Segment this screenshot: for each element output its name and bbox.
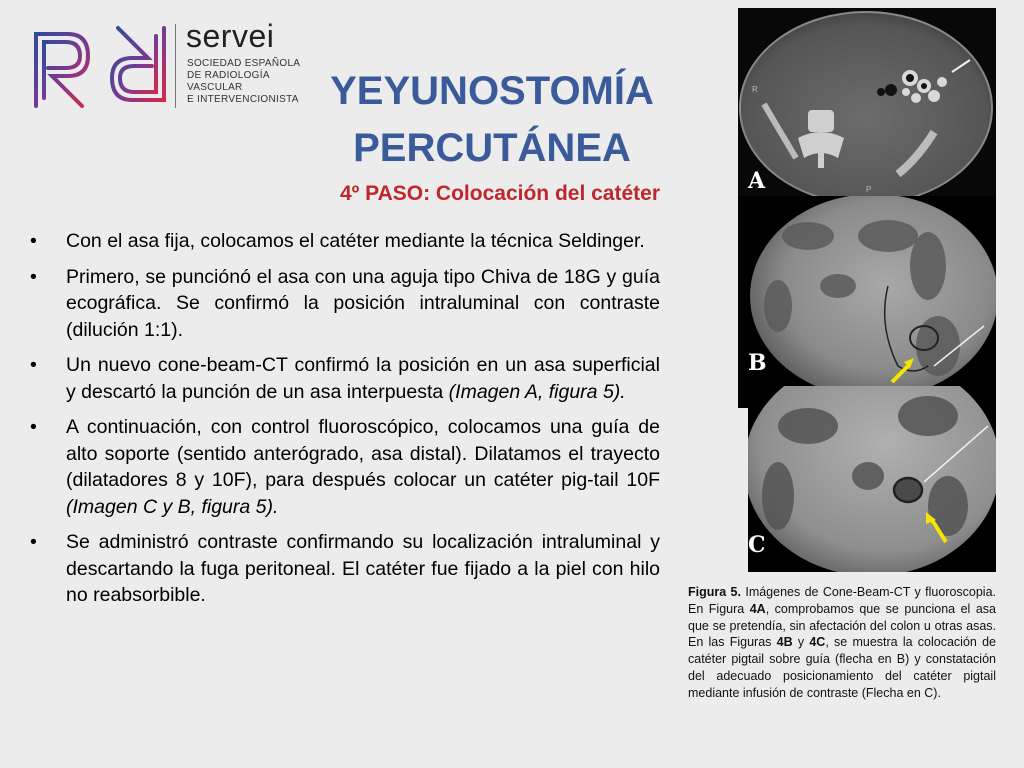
figure-image-c-fluoroscopy-contrast — [748, 386, 996, 572]
caption-text: , comprobamos que se punciona el asa que se pretendía, sin afectación del colon u otras asas. En las Figuras — [688, 601, 996, 650]
bullet-item — [30, 264, 660, 344]
caption-text: Imágenes de Cone-Beam-CT y fluoroscopia. En Figura — [688, 585, 996, 616]
bullet-text: Primero, se punciónó el asa con una aguja tipo Chiva de 18G y guía ecográfica. Se confirmó la posición intraluminal con contraste (dilución 1:1). — [66, 265, 660, 341]
bullet-item — [30, 352, 660, 405]
bullet-item — [30, 228, 660, 255]
bullet-item — [30, 414, 660, 520]
servei-logo — [30, 18, 301, 114]
caption-text: y — [792, 635, 810, 650]
bullet-item — [30, 529, 660, 609]
bullet-dot: • — [30, 354, 37, 376]
figure-image-a-cone-beam-ct — [738, 8, 996, 196]
page-title-line-2: PERCUTÁNEA — [353, 126, 631, 170]
bullet-text: Se administró contraste confirmando su localización intraluminal y descartando la fuga peritoneal. El catéter fue fijado a la piel con hilo no reabsorbible. — [66, 531, 660, 606]
logo-subtitle-line: E INTERVENCIONISTA — [187, 94, 299, 105]
step-subtitle: 4º PASO: Colocación del catéter — [339, 182, 661, 205]
bullet-text: Un nuevo cone-beam-CT confirmó la posición en un asa superficial y descartó la punción de un asa interpuesta — [66, 354, 660, 403]
bullet-text: A continuación, con control fluoroscópico, colocamos una guía de alto soporte (sentido anterógrado, asa distal). Dilatamos el trayecto (dilatadores 8 y 10F), para después colocar un catéter pig-tail 10F — [66, 416, 660, 491]
servei-logo-mark-icon — [30, 24, 170, 110]
bullet-dot: • — [30, 416, 37, 438]
figure-caption — [688, 584, 996, 702]
figure-image-b-fluoroscopy — [738, 196, 996, 408]
bullet-text: Con el asa fija, colocamos el catéter mediante la técnica Seldinger. — [66, 230, 645, 252]
ct-marker-r: R — [752, 85, 758, 94]
bullet-figure-reference: (Imagen A, figura 5). — [448, 380, 626, 403]
bullet-dot: • — [30, 531, 37, 553]
logo-brand-name: servei — [186, 18, 275, 54]
panel-label-c: C — [748, 532, 766, 558]
logo-divider — [175, 24, 176, 108]
caption-text: , se muestra la colocación de catéter pigtail sobre guía (flecha en B) y constatación del adecuado posicionamiento del catéter pigtail mediante infusión de contraste (Flecha en C). — [688, 635, 996, 700]
logo-subtitle-line: DE RADIOLOGÍA — [187, 70, 270, 81]
caption-ref-4c: 4C — [809, 635, 826, 650]
caption-figure-label: Figura 5. — [688, 585, 741, 599]
logo-society-name — [187, 58, 300, 106]
page-title-line-1: YEYUNOSTOMÍA — [330, 69, 654, 113]
bullet-figure-reference: (Imagen C y B, figura 5). — [66, 495, 279, 518]
caption-ref-4b: 4B — [776, 635, 793, 650]
caption-ref-4a: 4A — [749, 601, 766, 616]
ct-marker-p: P — [866, 185, 872, 194]
bullet-dot: • — [30, 230, 37, 252]
panel-label-a: A — [748, 168, 766, 194]
logo-subtitle-line: SOCIEDAD ESPAÑOLA — [187, 58, 301, 69]
bullet-dot: • — [30, 265, 37, 288]
panel-label-b: B — [748, 350, 767, 376]
bullet-list — [30, 228, 660, 618]
logo-subtitle-line: VASCULAR — [187, 82, 243, 93]
